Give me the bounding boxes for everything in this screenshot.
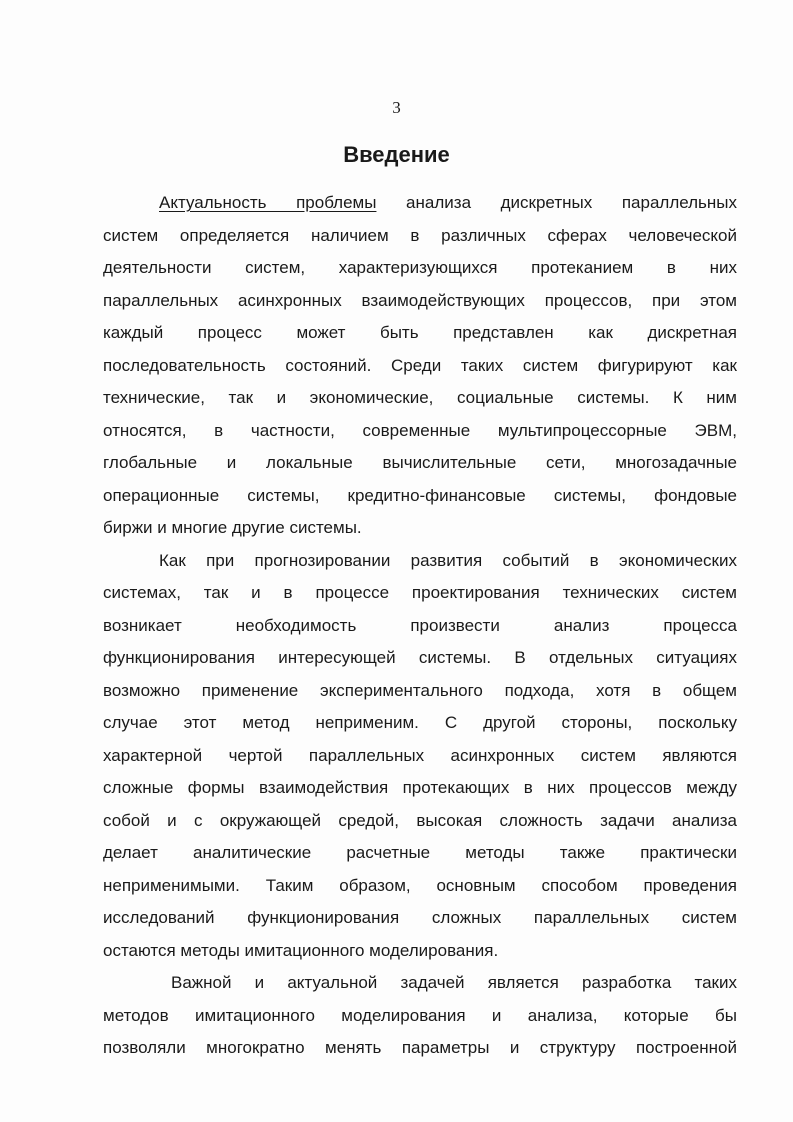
text-line: Как при прогнозировании развития событий в экономических: [159, 550, 737, 570]
text-line: собой и с окружающей средой, высокая сложность задачи анализа: [103, 810, 737, 830]
text-line: методов имитационного моделирования и анализа, которые бы: [103, 1005, 737, 1025]
text-line: неприменимыми. Таким образом, основным способом проведения: [103, 875, 737, 895]
text-line: относятся, в частности, современные мультипроцессорные ЭВМ,: [103, 420, 737, 440]
text-line: Актуальность проблемы анализа дискретных параллельных: [159, 193, 738, 212]
text-line: сложные формы взаимодействия протекающих в них процессов между: [103, 778, 737, 797]
text-line: каждый процесс может быть представлен как дискретная: [103, 323, 737, 342]
underlined-phrase: Актуальность проблемы: [159, 193, 377, 212]
text-line: характерной чертой параллельных асинхронных систем являются: [103, 745, 737, 765]
text-line: последовательность состояний. Среди таких систем фигурируют как: [103, 355, 737, 375]
text-line: параллельных асинхронных взаимодействующих процессов, при этом: [103, 290, 737, 310]
text-line: операционные системы, кредитно-финансовые системы, фондовые: [103, 485, 737, 505]
text-line: функционирования интересующей системы. В отдельных ситуациях: [103, 648, 737, 667]
text-line: технические, так и экономические, социальные системы. К ним: [103, 388, 737, 407]
text-line: остаются методы имитационного моделирования.: [103, 940, 499, 960]
text-line: возможно применение экспериментального подхода, хотя в общем: [103, 680, 737, 700]
text-line: глобальные и локальные вычислительные сети, многозадачные: [103, 453, 737, 472]
text-line: возникает необходимость произвести анализ процесса: [103, 615, 737, 635]
text-line: исследований функционирования сложных параллельных систем: [103, 908, 737, 927]
text-line: делает аналитические расчетные методы также практически: [103, 843, 737, 862]
text-line: Важной и актуальной задачей является разработка таких: [171, 973, 737, 992]
text-line: деятельности систем, характеризующихся протеканием в них: [103, 258, 737, 277]
page-number: 3: [392, 98, 401, 117]
text-line: биржи и многие другие системы.: [103, 518, 362, 537]
text-line: системах, так и в процессе проектирования технических систем: [103, 583, 737, 602]
text-line: позволяли многократно менять параметры и структуру построенной: [103, 1038, 737, 1057]
text-line: случае этот метод неприменим. С другой стороны, поскольку: [103, 713, 737, 732]
text-line: систем определяется наличием в различных сферах человеческой: [103, 225, 737, 245]
body-text: [103, 187, 737, 1065]
section-title: Введение: [343, 142, 450, 167]
